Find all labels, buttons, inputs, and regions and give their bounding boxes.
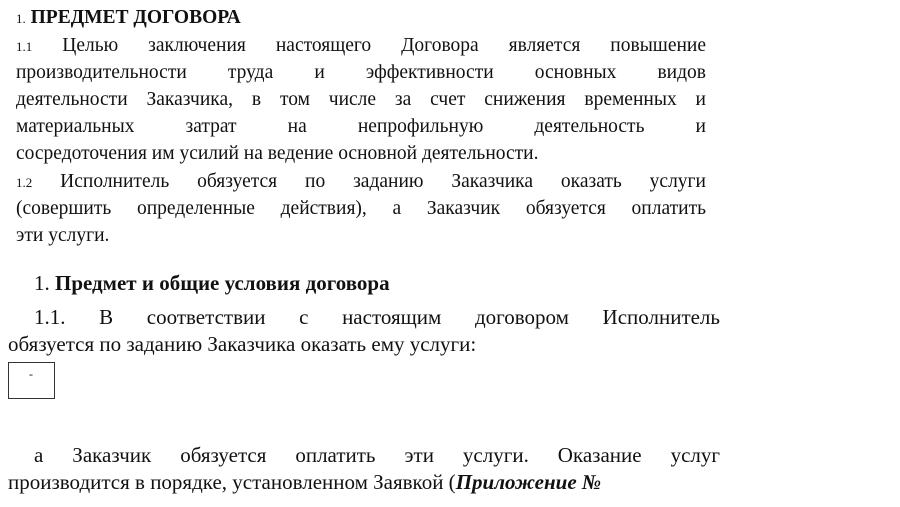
heading-text: ПРЕДМЕТ ДОГОВОРА	[30, 7, 241, 28]
appendix-reference: Приложение №	[455, 470, 602, 494]
paragraph-line: 1.1. В соответствии с настоящим договором Исполнитель	[34, 305, 720, 329]
section-heading	[34, 270, 746, 296]
clause-number: 1.1	[16, 39, 33, 54]
paragraph-line: а Заказчик обязуется оплатить эти услуги. Оказание услуг	[34, 443, 720, 467]
line-text: Целью заключения настоящего Договора является повышение	[62, 35, 707, 56]
paragraph-line	[16, 34, 706, 59]
box-text: -	[29, 367, 33, 381]
paragraph-line: эти услуги.	[16, 225, 110, 246]
heading-text: Предмет и общие условия договора	[55, 271, 390, 295]
paragraph-line: материальных затрат на непрофильную деятельность и	[16, 116, 706, 137]
paragraph-line	[8, 469, 720, 495]
paragraph-line	[16, 170, 706, 195]
paragraph-line: обязуется по заданию Заказчика оказать ему услуги:	[8, 332, 477, 356]
line-text: производится в порядке, установленном Заявкой (	[8, 470, 456, 494]
paragraph-line: сосредоточения им усилий на ведение основной деятельности.	[16, 143, 539, 164]
text-box	[8, 362, 55, 399]
heading-number: 1.	[16, 11, 26, 26]
line-text: Исполнитель обязуется по заданию Заказчика оказать услуги	[60, 171, 706, 192]
section-heading	[16, 6, 706, 31]
clause-number: 1.2	[16, 175, 33, 190]
paragraph-line: производительности труда и эффективности основных видов	[16, 62, 706, 83]
heading-number: 1.	[34, 271, 50, 295]
paragraph-line: деятельности Заказчика, в том числе за счет снижения временных и	[16, 89, 706, 110]
paragraph-line: (совершить определенные действия), а Заказчик обязуется оплатить	[16, 198, 706, 219]
